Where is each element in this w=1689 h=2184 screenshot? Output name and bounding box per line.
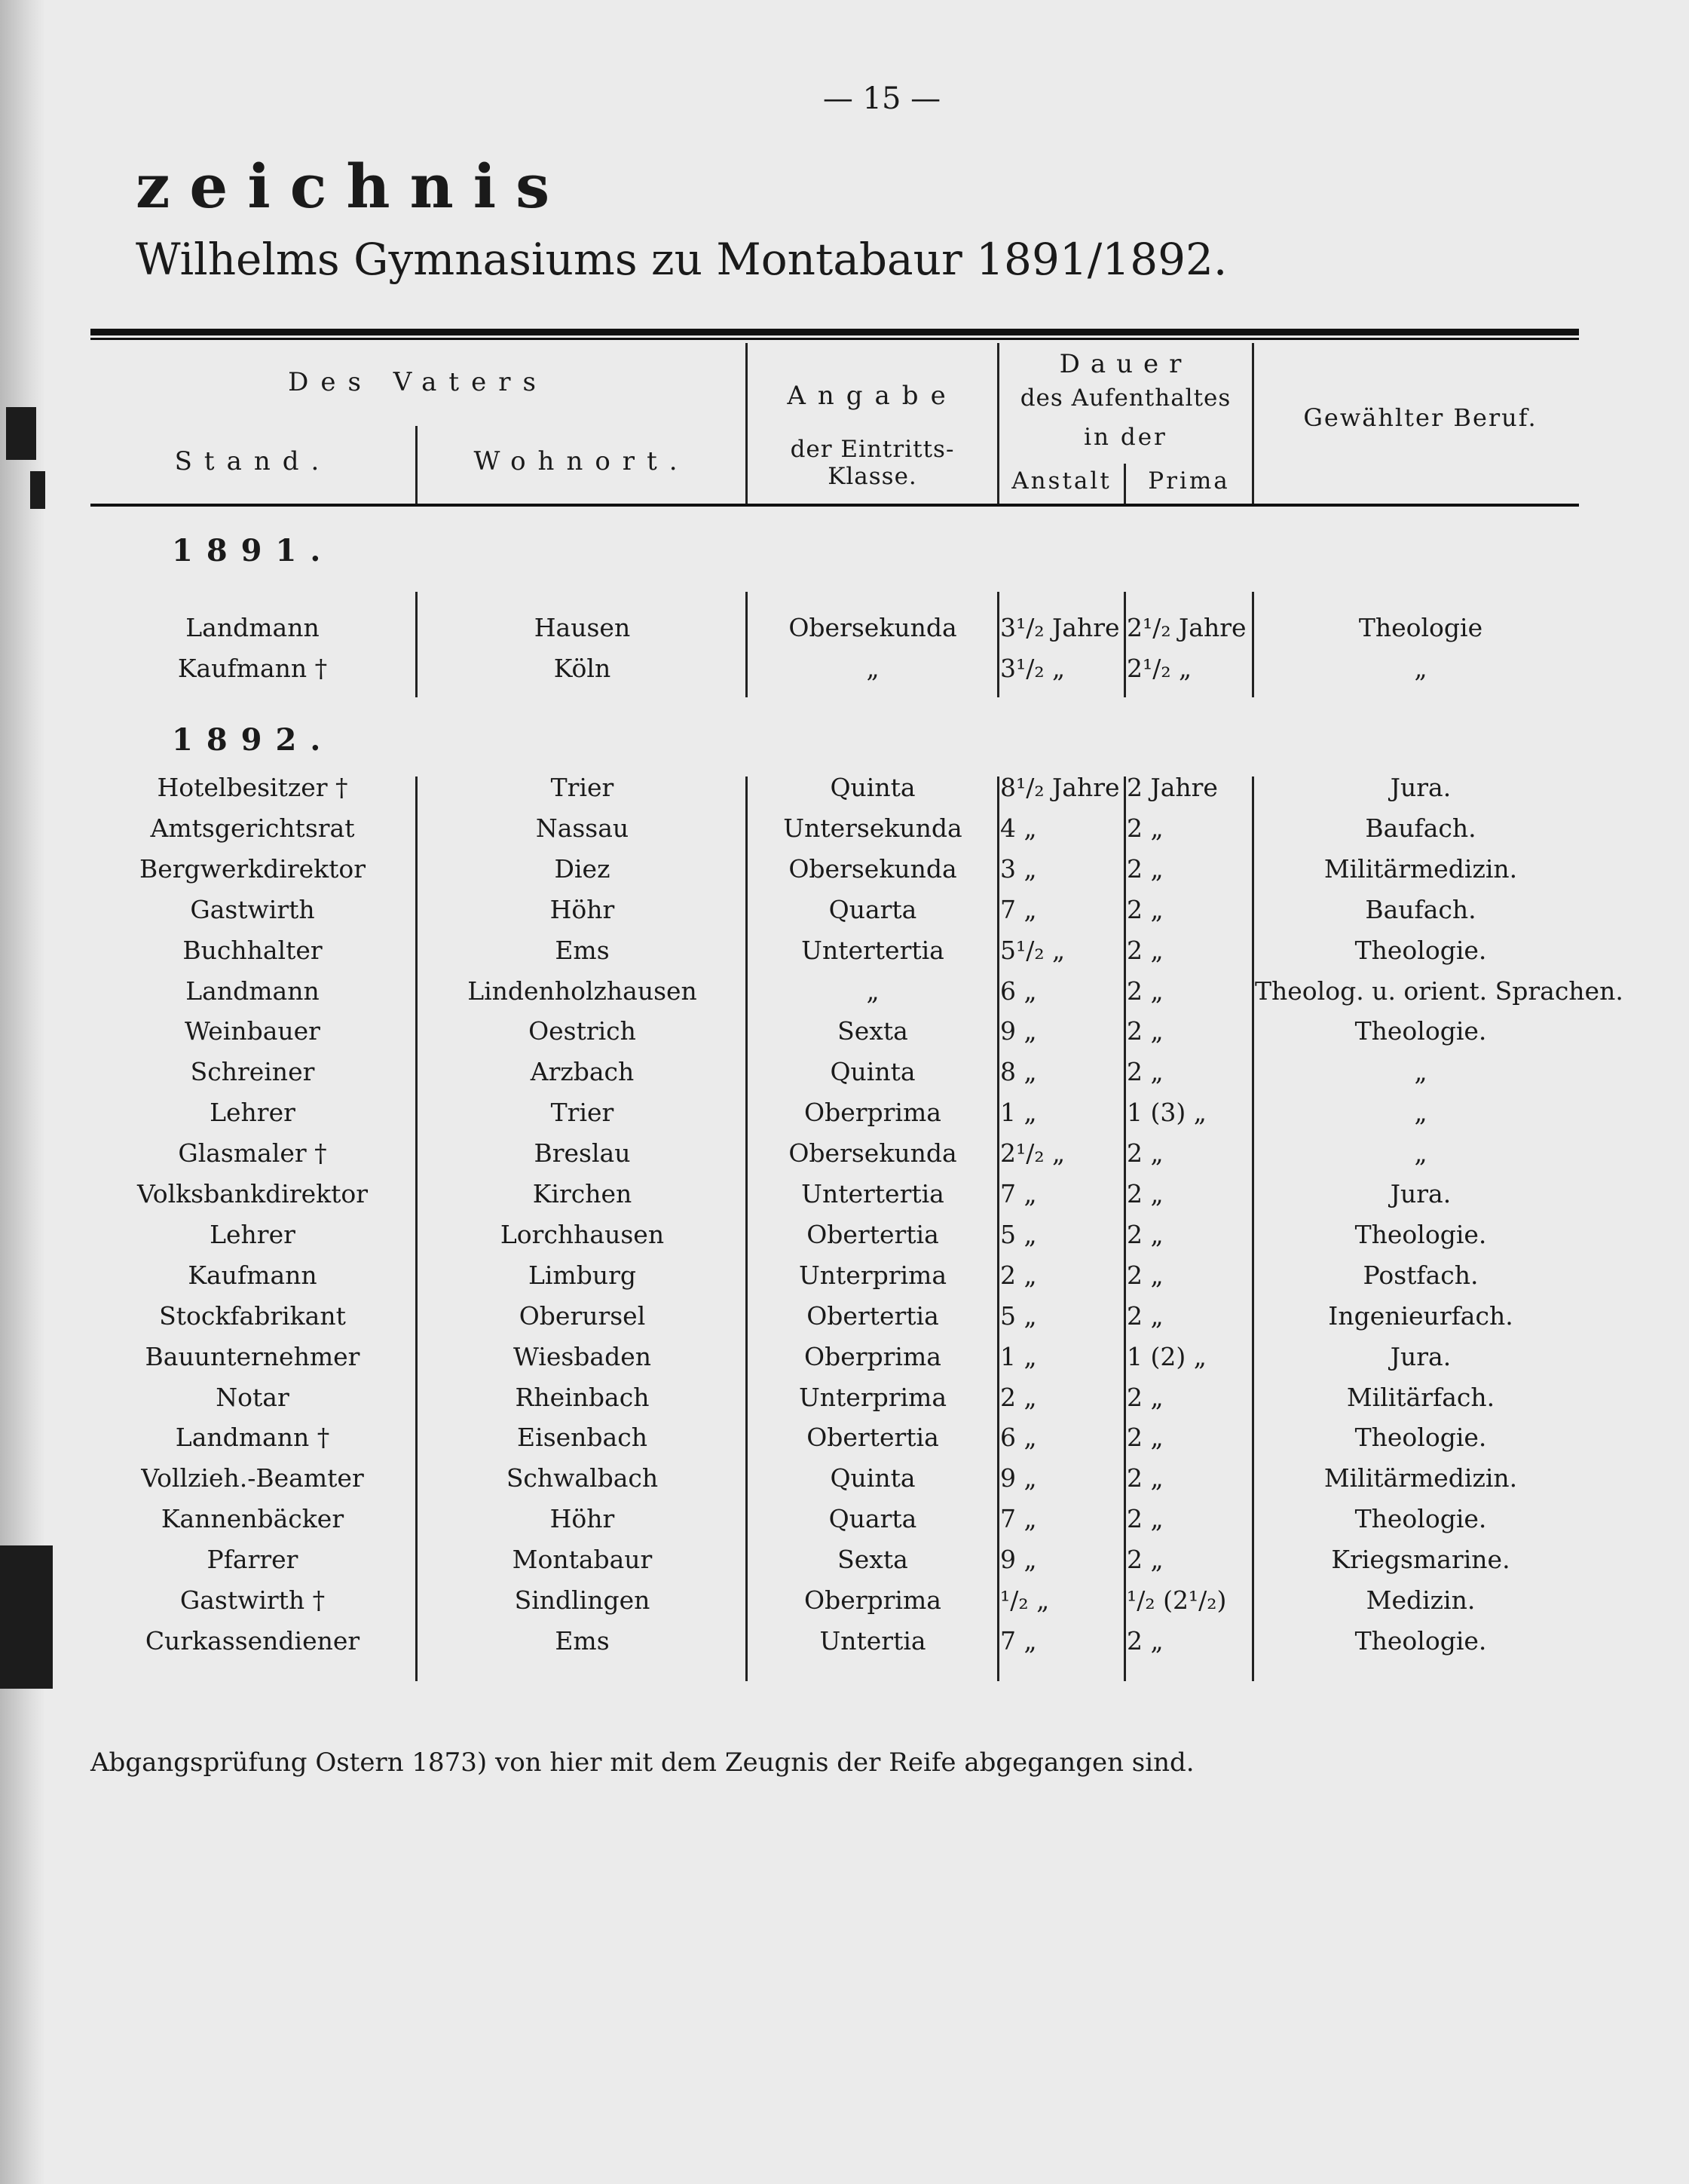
cell-wohnort: Trier	[550, 773, 614, 802]
cell-beruf: Medizin.	[1366, 1585, 1476, 1615]
cell-wohnort: Arzbach	[530, 1057, 635, 1086]
cell-anstalt: 4 „	[1000, 813, 1037, 843]
column-divider	[415, 592, 418, 697]
cell-prima: 2 „	[1127, 1179, 1164, 1208]
cell-wohnort: Rheinbach	[515, 1383, 650, 1412]
cell-klasse: Obersekunda	[788, 613, 957, 642]
cell-anstalt: 6 „	[1000, 976, 1037, 1006]
cell-klasse: Unterprima	[798, 1260, 947, 1290]
cell-stand: Lehrer	[210, 1220, 295, 1249]
header-gewaehlter-beruf: Gewählter Beruf.	[1303, 403, 1538, 432]
cell-wohnort: Montabaur	[512, 1545, 653, 1574]
column-divider	[1252, 776, 1254, 1681]
cell-anstalt: 2¹/₂ „	[1000, 1138, 1066, 1168]
binding-tab	[0, 1545, 53, 1689]
cell-klasse: Untertertia	[801, 936, 944, 965]
cell-stand: Volksbankdirektor	[136, 1179, 369, 1208]
cell-klasse: Sexta	[837, 1016, 908, 1046]
cell-klasse: Oberprima	[804, 1342, 941, 1371]
heading-line-1: zeichnis	[136, 151, 570, 222]
column-divider	[1252, 592, 1254, 697]
cell-prima: 2 „	[1127, 976, 1164, 1006]
cell-klasse: Quinta	[830, 1463, 916, 1493]
cell-stand: Hotelbesitzer †	[157, 773, 348, 802]
cell-anstalt: 7 „	[1000, 1504, 1037, 1533]
cell-anstalt: 1 „	[1000, 1098, 1037, 1127]
cell-anstalt: 9 „	[1000, 1463, 1037, 1493]
header-dauer: Dauer	[1059, 349, 1192, 379]
cell-prima: 2 „	[1127, 1138, 1164, 1168]
page-binding-edge	[0, 0, 45, 2184]
cell-anstalt: 1 „	[1000, 1342, 1037, 1371]
column-divider	[1124, 776, 1126, 1681]
cell-wohnort: Limburg	[528, 1260, 637, 1290]
cell-anstalt: 3 „	[1000, 854, 1037, 884]
cell-wohnort: Lorchhausen	[500, 1220, 665, 1249]
cell-anstalt: 6 „	[1000, 1423, 1037, 1452]
cell-klasse: Quarta	[828, 895, 917, 924]
cell-anstalt: 8 „	[1000, 1057, 1037, 1086]
cell-prima: 2 „	[1127, 1220, 1164, 1249]
cell-wohnort: Oestrich	[528, 1016, 636, 1046]
cell-klasse: Oberprima	[804, 1585, 941, 1615]
cell-klasse: Unterprima	[798, 1383, 947, 1412]
cell-wohnort: Hausen	[534, 613, 631, 642]
header-anstalt: Anstalt	[1011, 467, 1112, 495]
cell-klasse: Quinta	[830, 1057, 916, 1086]
cell-stand: Vollzieh.-Beamter	[141, 1463, 364, 1493]
header-des-vaters: Des Vaters	[288, 367, 548, 397]
cell-wohnort: Ems	[555, 1626, 610, 1656]
cell-beruf: „	[1414, 654, 1427, 683]
cell-beruf: Jura.	[1390, 1179, 1452, 1208]
cell-prima: 2 „	[1127, 1463, 1164, 1493]
cell-wohnort: Oberursel	[519, 1301, 646, 1331]
cell-wohnort: Höhr	[549, 895, 615, 924]
cell-wohnort: Ems	[555, 936, 610, 965]
cell-klasse: Quarta	[828, 1504, 917, 1533]
cell-beruf: Theologie	[1358, 613, 1483, 642]
cell-prima: ¹/₂ (2¹/₂)	[1127, 1585, 1227, 1615]
cell-anstalt: 7 „	[1000, 1626, 1037, 1656]
cell-stand: Kannenbäcker	[161, 1504, 344, 1533]
cell-stand: Notar	[216, 1383, 289, 1412]
cell-stand: Bergwerkdirektor	[139, 854, 366, 884]
table-header-rule	[90, 504, 1579, 507]
cell-wohnort: Kirchen	[532, 1179, 632, 1208]
cell-klasse: Obertertia	[806, 1220, 939, 1249]
cell-prima: 2 „	[1127, 895, 1164, 924]
cell-prima: 2 „	[1127, 1504, 1164, 1533]
cell-wohnort: Schwalbach	[506, 1463, 659, 1493]
footer-note: Abgangsprüfung Ostern 1873) von hier mit dem Zeugnis der Reife abgegangen sind.	[90, 1748, 1195, 1778]
cell-beruf: Militärfach.	[1346, 1383, 1495, 1412]
cell-stand: Curkassendiener	[145, 1626, 360, 1656]
cell-anstalt: ¹/₂ „	[1000, 1585, 1050, 1615]
cell-wohnort: Diez	[554, 854, 610, 884]
column-divider	[997, 776, 999, 1681]
header-wohnort: Wohnort.	[473, 446, 690, 476]
cell-stand: Kaufmann	[188, 1260, 317, 1290]
cell-klasse: Oberprima	[804, 1098, 941, 1127]
cell-wohnort: Köln	[553, 654, 611, 683]
cell-beruf: Ingenieurfach.	[1328, 1301, 1513, 1331]
cell-klasse: Obertertia	[806, 1301, 939, 1331]
cell-anstalt: 2 „	[1000, 1383, 1037, 1412]
cell-wohnort: Sindlingen	[514, 1585, 650, 1615]
cell-anstalt: 8¹/₂ Jahre	[1000, 773, 1120, 802]
cell-prima: 2 Jahre	[1127, 773, 1218, 802]
cell-wohnort: Eisenbach	[517, 1423, 647, 1452]
cell-wohnort: Breslau	[534, 1138, 631, 1168]
cell-prima: 2 „	[1127, 1383, 1164, 1412]
header-des-aufenthaltes: des Aufenthaltes	[1020, 384, 1232, 412]
column-divider	[997, 592, 999, 697]
cell-klasse: Obersekunda	[788, 854, 957, 884]
cell-stand: Buchhalter	[182, 936, 323, 965]
cell-anstalt: 7 „	[1000, 895, 1037, 924]
cell-anstalt: 7 „	[1000, 1179, 1037, 1208]
cell-beruf: Postfach.	[1363, 1260, 1479, 1290]
cell-anstalt: 3¹/₂ „	[1000, 654, 1066, 683]
cell-wohnort: Wiesbaden	[513, 1342, 652, 1371]
cell-klasse: Untertia	[819, 1626, 926, 1656]
cell-prima: 2¹/₂ „	[1127, 654, 1192, 683]
cell-stand: Gastwirth †	[179, 1585, 326, 1615]
table-top-rule	[90, 329, 1579, 335]
cell-prima: 2 „	[1127, 1301, 1164, 1331]
binding-tab	[6, 407, 36, 460]
cell-klasse: „	[866, 976, 880, 1006]
cell-prima: 2 „	[1127, 813, 1164, 843]
cell-klasse: „	[866, 654, 880, 683]
cell-prima: 1 (2) „	[1127, 1342, 1207, 1371]
cell-prima: 1 (3) „	[1127, 1098, 1207, 1127]
cell-anstalt: 9 „	[1000, 1545, 1037, 1574]
cell-prima: 2 „	[1127, 1057, 1164, 1086]
cell-stand: Landmann	[185, 976, 320, 1006]
cell-wohnort: Nassau	[535, 813, 629, 843]
cell-prima: 2 „	[1127, 1260, 1164, 1290]
heading-line-2: Wilhelms Gymnasiums zu Montabaur 1891/1892.	[136, 234, 1228, 285]
cell-anstalt: 5 „	[1000, 1220, 1037, 1249]
section-year: 1891.	[172, 533, 335, 568]
cell-stand: Amtsgerichtsrat	[150, 813, 355, 843]
page-number: — 15 —	[822, 81, 941, 116]
cell-stand: Bauunternehmer	[145, 1342, 360, 1371]
cell-stand: Pfarrer	[207, 1545, 298, 1574]
cell-beruf: Theologie.	[1354, 936, 1487, 965]
cell-beruf: Theolog. u. orient. Sprachen.	[1255, 976, 1623, 1006]
cell-stand: Landmann †	[175, 1423, 330, 1452]
cell-prima: 2 „	[1127, 1545, 1164, 1574]
cell-beruf: Jura.	[1390, 1342, 1452, 1371]
binding-tab	[30, 471, 45, 509]
cell-anstalt: 3¹/₂ Jahre	[1000, 613, 1120, 642]
cell-prima: 2¹/₂ Jahre	[1127, 613, 1247, 642]
header-prima: Prima	[1148, 467, 1230, 495]
cell-beruf: „	[1414, 1057, 1427, 1086]
cell-anstalt: 2 „	[1000, 1260, 1037, 1290]
cell-beruf: Theologie.	[1354, 1626, 1487, 1656]
cell-klasse: Untersekunda	[783, 813, 962, 843]
cell-beruf: Militärmedizin.	[1323, 854, 1518, 884]
cell-beruf: „	[1414, 1098, 1427, 1127]
cell-beruf: Theologie.	[1354, 1423, 1487, 1452]
cell-stand: Lehrer	[210, 1098, 295, 1127]
cell-beruf: Kriegsmarine.	[1331, 1545, 1510, 1574]
header-eintritts-klasse: der Eintritts-Klasse.	[790, 436, 955, 490]
column-divider	[415, 776, 418, 1681]
cell-beruf: „	[1414, 1138, 1427, 1168]
cell-klasse: Sexta	[837, 1545, 908, 1574]
cell-prima: 2 „	[1127, 1626, 1164, 1656]
header-stand: Stand.	[174, 446, 332, 476]
cell-beruf: Militärmedizin.	[1323, 1463, 1518, 1493]
cell-wohnort: Lindenholzhausen	[467, 976, 697, 1006]
cell-klasse: Untertertia	[801, 1179, 944, 1208]
cell-anstalt: 9 „	[1000, 1016, 1037, 1046]
cell-stand: Stockfabrikant	[159, 1301, 346, 1331]
section-year: 1892.	[172, 722, 335, 758]
table-top-rule-thin	[90, 338, 1579, 340]
cell-stand: Schreiner	[190, 1057, 315, 1086]
cell-beruf: Theologie.	[1354, 1504, 1487, 1533]
cell-stand: Landmann	[185, 613, 320, 642]
cell-klasse: Obertertia	[806, 1423, 939, 1452]
cell-stand: Gastwirth	[190, 895, 315, 924]
cell-beruf: Jura.	[1390, 773, 1452, 802]
cell-prima: 2 „	[1127, 936, 1164, 965]
cell-beruf: Theologie.	[1354, 1220, 1487, 1249]
cell-prima: 2 „	[1127, 854, 1164, 884]
cell-anstalt: 5¹/₂ „	[1000, 936, 1066, 965]
cell-klasse: Obersekunda	[788, 1138, 957, 1168]
header-angabe: Angabe	[787, 381, 958, 411]
cell-stand: Kaufmann †	[177, 654, 328, 683]
cell-beruf: Baufach.	[1365, 895, 1476, 924]
column-divider	[1124, 592, 1126, 697]
cell-wohnort: Trier	[550, 1098, 614, 1127]
cell-beruf: Baufach.	[1365, 813, 1476, 843]
cell-stand: Glasmaler †	[178, 1138, 327, 1168]
cell-anstalt: 5 „	[1000, 1301, 1037, 1331]
cell-prima: 2 „	[1127, 1423, 1164, 1452]
cell-prima: 2 „	[1127, 1016, 1164, 1046]
cell-wohnort: Höhr	[549, 1504, 615, 1533]
cell-stand: Weinbauer	[185, 1016, 320, 1046]
cell-klasse: Quinta	[830, 773, 916, 802]
cell-beruf: Theologie.	[1354, 1016, 1487, 1046]
header-in-der: in der	[1084, 424, 1167, 451]
